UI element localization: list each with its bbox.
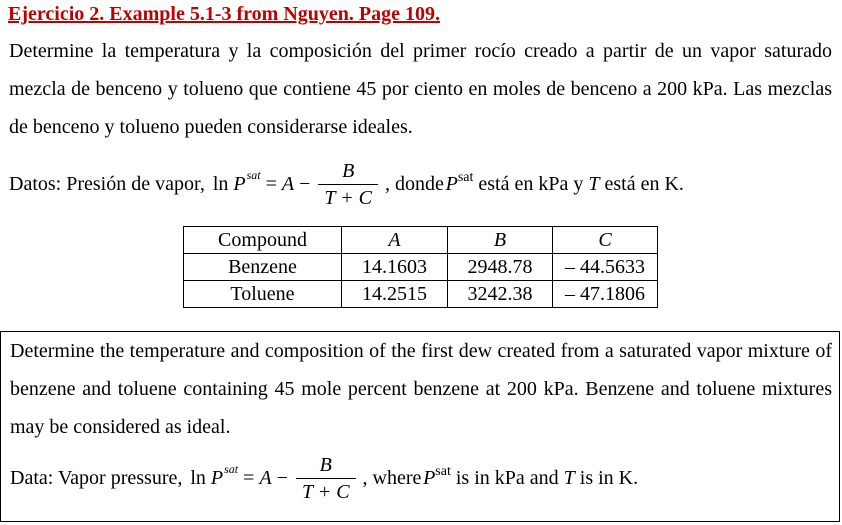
table-cell: Toluene bbox=[184, 281, 342, 308]
english-data-prefix: Data: Vapor pressure, bbox=[10, 467, 183, 489]
fraction-numerator: B bbox=[319, 454, 332, 476]
spanish-data-prefix: Datos: Presión de vapor, bbox=[9, 173, 205, 195]
antoine-coefficients-table bbox=[183, 226, 658, 308]
p-symbol-inline: P bbox=[445, 173, 458, 195]
english-data-line bbox=[10, 454, 638, 503]
english-data-suffix-2: is in kPa and bbox=[450, 467, 564, 489]
header-a: A bbox=[342, 227, 448, 254]
english-problem-box bbox=[0, 331, 840, 522]
english-data-suffix-1: , where bbox=[362, 467, 422, 489]
english-problem-statement: Determine the temperature and composition of the first dew created from a saturated vapor mixture of benzene and toluene containing 45 mole percent benzene at 200 kPa. Benzene and toluene mixtures may be considered as ideal. bbox=[10, 340, 832, 438]
spanish-data-line bbox=[9, 160, 684, 209]
table-cell: – 44.5633 bbox=[553, 254, 658, 281]
ln-symbol: ln bbox=[212, 173, 229, 195]
fraction-denominator: T + C bbox=[318, 184, 378, 209]
equals-sign: = bbox=[243, 467, 255, 489]
table-header-row bbox=[184, 227, 658, 254]
sat-superscript: sat bbox=[224, 462, 239, 476]
header-b: B bbox=[448, 227, 553, 254]
p-symbol-inline: P bbox=[423, 467, 436, 489]
english-data-suffix-3: is in K. bbox=[574, 467, 639, 489]
header-c: C bbox=[553, 227, 658, 254]
sat-inline: sat bbox=[457, 169, 474, 185]
equals-sign: = bbox=[265, 173, 277, 195]
fraction-numerator: B bbox=[342, 160, 355, 182]
t-symbol-inline: T bbox=[563, 467, 575, 489]
minus-sign: − bbox=[299, 173, 311, 195]
table-row bbox=[184, 254, 658, 281]
spanish-problem-statement: Determine la temperatura y la composición del primer rocío creado a partir de un vapor saturado mezcla de benceno y tolueno que contiene 45 por ciento en moles de benceno a 200 kPa. Las mezclas de benceno y tolueno pueden considerarse ideales. bbox=[9, 40, 832, 138]
spanish-data-suffix-2: está en kPa y bbox=[473, 173, 589, 195]
fraction bbox=[318, 160, 378, 209]
t-symbol-inline: T bbox=[588, 173, 600, 195]
minus-sign: − bbox=[276, 467, 288, 489]
table-cell: 14.1603 bbox=[342, 254, 448, 281]
table-cell: 3242.38 bbox=[448, 281, 553, 308]
ln-symbol: ln bbox=[190, 467, 206, 489]
fraction-denominator: T + C bbox=[296, 478, 356, 503]
antoine-equation-es bbox=[213, 160, 381, 209]
spanish-data-suffix-3: está en K. bbox=[599, 173, 684, 195]
spanish-data-suffix-1: , donde bbox=[385, 173, 444, 195]
table-cell: 14.2515 bbox=[342, 281, 448, 308]
a-symbol: A bbox=[281, 173, 295, 195]
exercise-title: Ejercicio 2. Example 5.1-3 from Nguyen. Page 109. bbox=[8, 3, 440, 25]
table-cell: Benzene bbox=[184, 254, 342, 281]
antoine-equation-en bbox=[190, 454, 358, 503]
table-cell: – 47.1806 bbox=[553, 281, 658, 308]
table-row bbox=[184, 281, 658, 308]
a-symbol: A bbox=[259, 467, 272, 489]
sat-inline: sat bbox=[435, 463, 451, 479]
sat-superscript: sat bbox=[246, 168, 261, 182]
fraction bbox=[296, 454, 356, 503]
header-compound: Compound bbox=[184, 227, 342, 254]
p-symbol: P bbox=[210, 467, 224, 489]
table-cell: 2948.78 bbox=[448, 254, 553, 281]
p-symbol: P bbox=[233, 173, 246, 195]
